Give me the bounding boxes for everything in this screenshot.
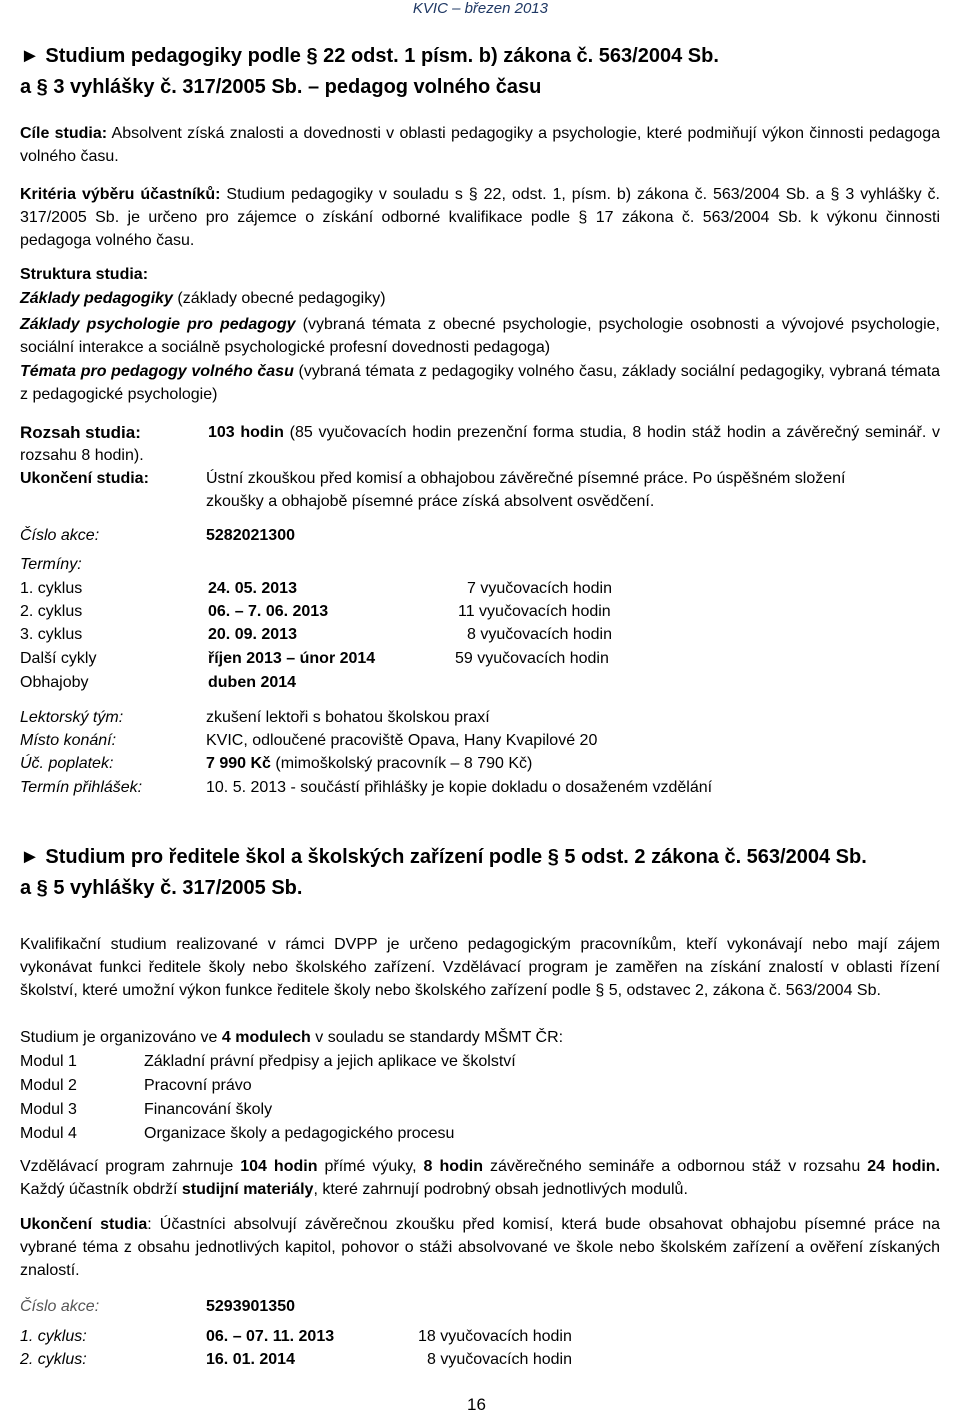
term-name: Další cykly (20, 650, 97, 667)
term-date: říjen 2013 – únor 2014 (208, 650, 376, 667)
section2-intro: Kvalifikační studium realizované v rámci DVPP je určeno pedagogickým pracovníkům, kteří vykonávají nebo mají zájem vykonávat funkci ředitele školy nebo školského zařízení. Vzdělávací program je zaměřen na získání znalostí v oblasti řízení školství, které umožní výkon funkce ředitele školy nebo školského zařízení podle § 5, odstavec 2, zákona č. 563/2004 Sb. (20, 936, 940, 999)
scope-paragraph (20, 421, 940, 467)
modules-intro (20, 1026, 563, 1049)
program-seminar-hours: 8 hodin (423, 1158, 483, 1175)
action-label: Číslo akce: (20, 527, 100, 544)
term-date: 24. 05. 2013 (208, 580, 297, 597)
criteria-label: Kritéria výběru účastníků: (20, 186, 221, 203)
cycle-date: 06. – 07. 11. 2013 (206, 1328, 335, 1345)
fee-note: (mimoškolský pracovník – 8 790 Kč) (270, 755, 533, 772)
structure-item-name: Základy pedagogiky (20, 290, 173, 307)
term-date: 06. – 7. 06. 2013 (208, 603, 329, 620)
program-i: , které zahrnují podrobný obsah jednotlivých modulů. (313, 1181, 688, 1198)
cycle-hours: 8 vyučovacích hodin (427, 1351, 572, 1368)
term-name: 1. cyklus (20, 580, 83, 597)
term-hours: 11 vyučovacích hodin (458, 603, 611, 620)
structure-item-3 (20, 360, 940, 406)
modules-count: 4 modulech (221, 1029, 311, 1046)
modules-intro-a: Studium je organizováno ve (20, 1029, 222, 1046)
goals-text: Absolvent získá znalosti a dovednosti v oblasti pedagogiky a psychologie, které podmiňují výkon činnosti pedagoga volného času. (20, 125, 941, 165)
page-number: 16 (467, 1395, 486, 1414)
module-name: Modul 1 (20, 1053, 77, 1070)
modules-intro-c: v souladu se standardy MŠMT ČR: (310, 1029, 564, 1046)
action-number: 5282021300 (206, 527, 295, 544)
structure-item-2 (20, 313, 940, 359)
info-value: KVIC, odloučené pracoviště Opava, Hany Kvapilové 20 (206, 732, 598, 749)
scope-label: Rozsah studia: (20, 423, 141, 442)
end-text-line2: zkoušky a obhajobě písemné práce získá absolvent osvědčení. (206, 493, 655, 510)
program-g: Každý účastník obdrží (20, 1181, 182, 1198)
term-date: 20. 09. 2013 (208, 626, 297, 643)
info-value: 10. 5. 2013 - součástí přihlášky je kopie dokladu o dosaženém vzdělání (206, 779, 713, 796)
cycle-hours: 18 vyučovacích hodin (418, 1328, 572, 1345)
info-label: Místo konání: (20, 732, 117, 749)
section2-end-paragraph (20, 1213, 940, 1282)
info-value: zkušení lektoři s bohatou školskou praxí (206, 709, 490, 726)
structure-item-1 (20, 287, 940, 310)
program-paragraph (20, 1155, 940, 1201)
criteria-paragraph (20, 183, 940, 252)
section1-title-line2: a § 3 vyhlášky č. 317/2005 Sb. – pedagog volného času (20, 76, 542, 98)
section2-title-line1: ► Studium pro ředitele škol a školských zařízení podle § 5 odst. 2 zákona č. 563/2004 Sb. (20, 846, 867, 868)
structure-item-name: Témata pro pedagogy volného času (20, 363, 294, 380)
module-title: Organizace školy a pedagogického procesu (144, 1125, 455, 1142)
term-hours: 7 vyučovacích hodin (467, 580, 612, 597)
info-label: Termín přihlášek: (20, 779, 143, 796)
module-name: Modul 2 (20, 1077, 77, 1094)
cycle-date: 16. 01. 2014 (206, 1351, 295, 1368)
fee-value (206, 752, 532, 775)
terms-label: Termíny: (20, 556, 82, 573)
structure-label: Struktura studia: (20, 266, 149, 283)
program-stage-hours: 24 hodin. (867, 1158, 941, 1175)
structure-item-desc: (vybraná témata z pedagogiky volného času, základy sociální pedagogiky, vybraná témata z pedagogické psychologie) (20, 363, 941, 403)
term-name: Obhajoby (20, 674, 89, 691)
term-name: 2. cyklus (20, 603, 83, 620)
program-materials: studijní materiály (181, 1181, 314, 1198)
section2-end-text: : Účastníci absolvují závěrečnou zkoušku před komisí, která bude obsahovat obhajobu písemné práce na vybrané téma z obsahu jednotlivých kapitol, pohovor o stáži absolvované ve škole nebo školském zařízení a ověření získaných znalostí. (20, 1216, 940, 1279)
module-title: Financování školy (144, 1101, 273, 1118)
term-date: duben 2014 (208, 674, 297, 691)
module-name: Modul 3 (20, 1101, 77, 1118)
scope-text: (85 vyučovacích hodin prezenční forma studia, 8 hodin stáž hodin a závěrečný seminář. v rozsahu 8 hodin). (20, 424, 940, 464)
term-name: 3. cyklus (20, 626, 83, 643)
info-label: Lektorský tým: (20, 709, 124, 726)
section2-action-number: 5293901350 (206, 1298, 295, 1315)
module-title: Pracovní právo (144, 1077, 252, 1094)
cycle-name: 1. cyklus: (20, 1328, 87, 1345)
structure-item-desc: (vybraná témata z obecné psychologie, psychologie osobnosti a vývojové psychologie, sociální interakce a sociálně psychologické profesní dovednosti pedagoga) (20, 316, 941, 356)
fee-amount: 7 990 Kč (206, 755, 271, 772)
section2-end-label: Ukončení studia (20, 1216, 148, 1233)
cycle-name: 2. cyklus: (20, 1351, 87, 1368)
program-c: přímé výuky, (317, 1158, 424, 1175)
goals-label: Cíle studia: (20, 125, 108, 142)
page-header: KVIC – březen 2013 (412, 0, 548, 17)
structure-item-name: Základy psychologie pro pedagogy (20, 316, 296, 333)
section2-title-line2: a § 5 vyhlášky č. 317/2005 Sb. (20, 877, 303, 899)
goals-paragraph (20, 122, 940, 168)
criteria-text: Studium pedagogiky v souladu s § 22, odst. 1, písm. b) zákona č. 563/2004 Sb. a § 3 vyhlášky č. 317/2005 Sb. je určeno pro zájemce o získání odborné kvalifikace podle § 17 zákona č. 563/2004 Sb. k výkonu činnosti pedagoga volného času. (20, 186, 941, 249)
structure-item-desc: (základy obecné pedagogiky) (177, 290, 386, 307)
end-label: Ukončení studia: (20, 470, 149, 487)
module-name: Modul 4 (20, 1125, 77, 1142)
end-text-line1: Ústní zkouškou před komisí a obhajobou závěrečné písemné práce. Po úspěšném složení (206, 470, 846, 487)
module-title: Základní právní předpisy a jejich aplikace ve školství (144, 1053, 516, 1070)
section2-action-label: Číslo akce: (20, 1298, 100, 1315)
program-e: závěrečného semináře a odbornou stáž v rozsahu (483, 1158, 868, 1175)
program-a: Vzdělávací program zahrnuje (20, 1158, 241, 1175)
section1-title-line1: ► Studium pedagogiky podle § 22 odst. 1 písm. b) zákona č. 563/2004 Sb. (20, 45, 719, 67)
term-hours: 8 vyučovacích hodin (467, 626, 612, 643)
term-hours: 59 vyučovacích hodin (455, 650, 609, 667)
scope-hours: 103 hodin (208, 424, 284, 441)
program-hours: 104 hodin (240, 1158, 318, 1175)
info-label: Úč. poplatek: (20, 755, 114, 772)
